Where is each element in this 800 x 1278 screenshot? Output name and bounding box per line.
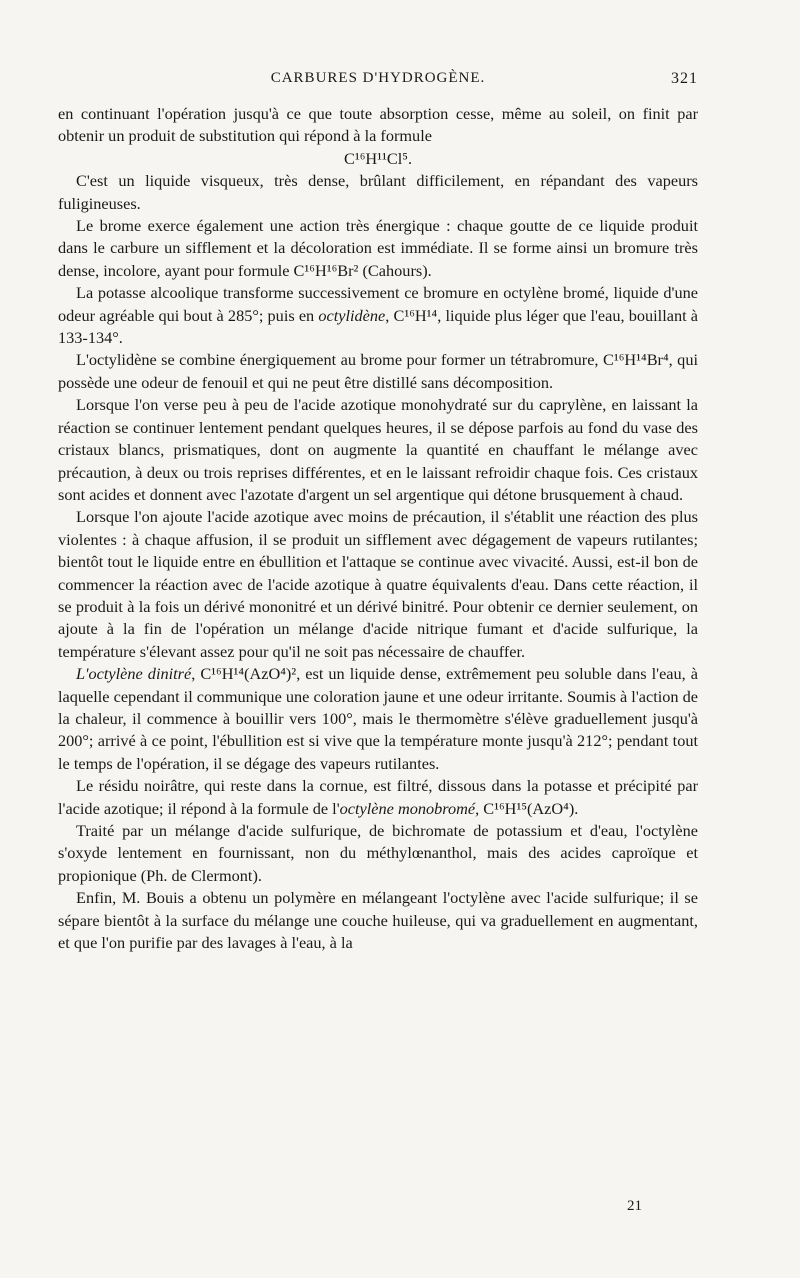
running-title: CARBURES D'HYDROGÈNE. bbox=[270, 70, 486, 86]
paragraph: L'octylidène se combine énergiquement au brome pour former un tétrabromure, C¹⁶H¹⁴Br⁴, qui possède une odeur de fenouil et qui ne peut être distillé sans décomposition. bbox=[58, 350, 698, 392]
paragraph-text: , C¹⁶H¹⁴, liquide plus léger que l'eau, bouillant à 133-134°. bbox=[58, 305, 698, 348]
formula: C¹⁶H¹¹Cl⁵. bbox=[343, 148, 413, 168]
paragraph-text: , C¹⁶H¹⁵(AzO⁴). bbox=[475, 798, 579, 818]
paragraph: Le brome exerce également une action très énergique : chaque goutte de ce liquide produit dans le carbure un sifflement et la décoloration est immédiate. Il se forme ainsi un bromure très dense, incolore, ayant pour formule C¹⁶H¹⁶Br² (Cahours). bbox=[58, 216, 698, 280]
paragraph-text: La potasse alcoolique transforme successivement ce bromure en octylène bromé, liquide d'une odeur agréable qui bout à 285°; puis en bbox=[58, 283, 698, 325]
paragraph: Lorsque l'on verse peu à peu de l'acide azotique monohydraté sur du caprylène, en laissant la réaction se continuer lentement pendant quelques heures, il se dépose parfois au fond du vase des cristaux blancs, prismatiques, dont on augmente la quantité en chauffant le mélange avec précaution, à deux ou trois reprises différentes, et en le laissant refroidir chaque fois. Ces cristaux sont acides et donnent avec l'azotate d'argent un sel argentique qui détone brusquement à chaud. bbox=[58, 395, 698, 504]
term-italic: octylène monobromé bbox=[339, 798, 476, 818]
paragraph: C'est un liquide visqueux, très dense, brûlant difficilement, en répandant des vapeurs fuligineuses. bbox=[58, 171, 698, 213]
paragraph bbox=[58, 775, 698, 820]
page-number: 321 bbox=[671, 70, 698, 87]
running-head bbox=[58, 70, 698, 94]
paragraph: Lorsque l'on ajoute l'acide azotique avec moins de précaution, il s'établit une réaction des plus violentes : à chaque affusion, il se produit un sifflement avec dégagement de vapeurs rutilantes; bientôt tout le liquide entre en ébullition et l'attaque se continue avec vivacité. Aussi, est-il bon de commencer la réaction avec de l'acide azotique à quatre équivalents d'eau. Dans cette réaction, il se produit à la fois un dérivé mononitré et un dérivé binitré. Pour obtenir ce dernier seulement, on ajoute à la fin de l'opération un mélange d'acide nitrique fumant et d'acide sulfurique, la température s'élevant assez pour qu'il ne soit pas nécessaire de chauffer. bbox=[58, 507, 698, 661]
signature-number: 21 bbox=[627, 1198, 642, 1214]
paragraph: Enfin, M. Bouis a obtenu un polymère en mélangeant l'octylène avec l'acide sulfurique; il se sépare bientôt à la surface du mélange une couche huileuse, qui va graduellement en augmentant, et que l'on purifie par des lavages à l'eau, à la bbox=[58, 888, 698, 953]
signature-mark bbox=[58, 1198, 698, 1215]
paragraph: Traité par un mélange d'acide sulfurique, de bichromate de potassium et d'eau, l'octylène s'oxyde lentement en fournissant, non du méthylœnanthol, mais des acides caproïque et propionique (Ph. de Clermont). bbox=[58, 821, 698, 885]
term-italic: L'octylène dinitré bbox=[76, 664, 192, 684]
paragraph-text: Le résidu noirâtre, qui reste dans la cornue, est filtré, dissous dans la potasse et précipité par l'acide azotique; il répond à la formule de l' bbox=[58, 776, 698, 818]
paragraph-text: , C¹⁶H¹⁴(AzO⁴)², est un liquide dense, extrêmement peu soluble dans l'eau, à laquelle cependant il communique une coloration jaune et une odeur irritante. Soumis à l'action de la chaleur, il commence à bouillir vers 100°, mais le thermomètre s'élève graduellement jusqu'à 200°; arrivé à ce point, l'ébullition est si vive que la température monte jusqu'à 212°; pendant tout le temps de l'opération, il se dégage des vapeurs rutilantes. bbox=[58, 664, 698, 773]
paragraph: en continuant l'opération jusqu'à ce que toute absorption cesse, même au soleil, on finit par obtenir un produit de substitution qui répond à la formule bbox=[58, 104, 698, 146]
term-italic: octylidène bbox=[318, 305, 386, 325]
paragraph bbox=[58, 663, 698, 775]
paragraph bbox=[58, 282, 698, 349]
page-body bbox=[58, 103, 698, 954]
